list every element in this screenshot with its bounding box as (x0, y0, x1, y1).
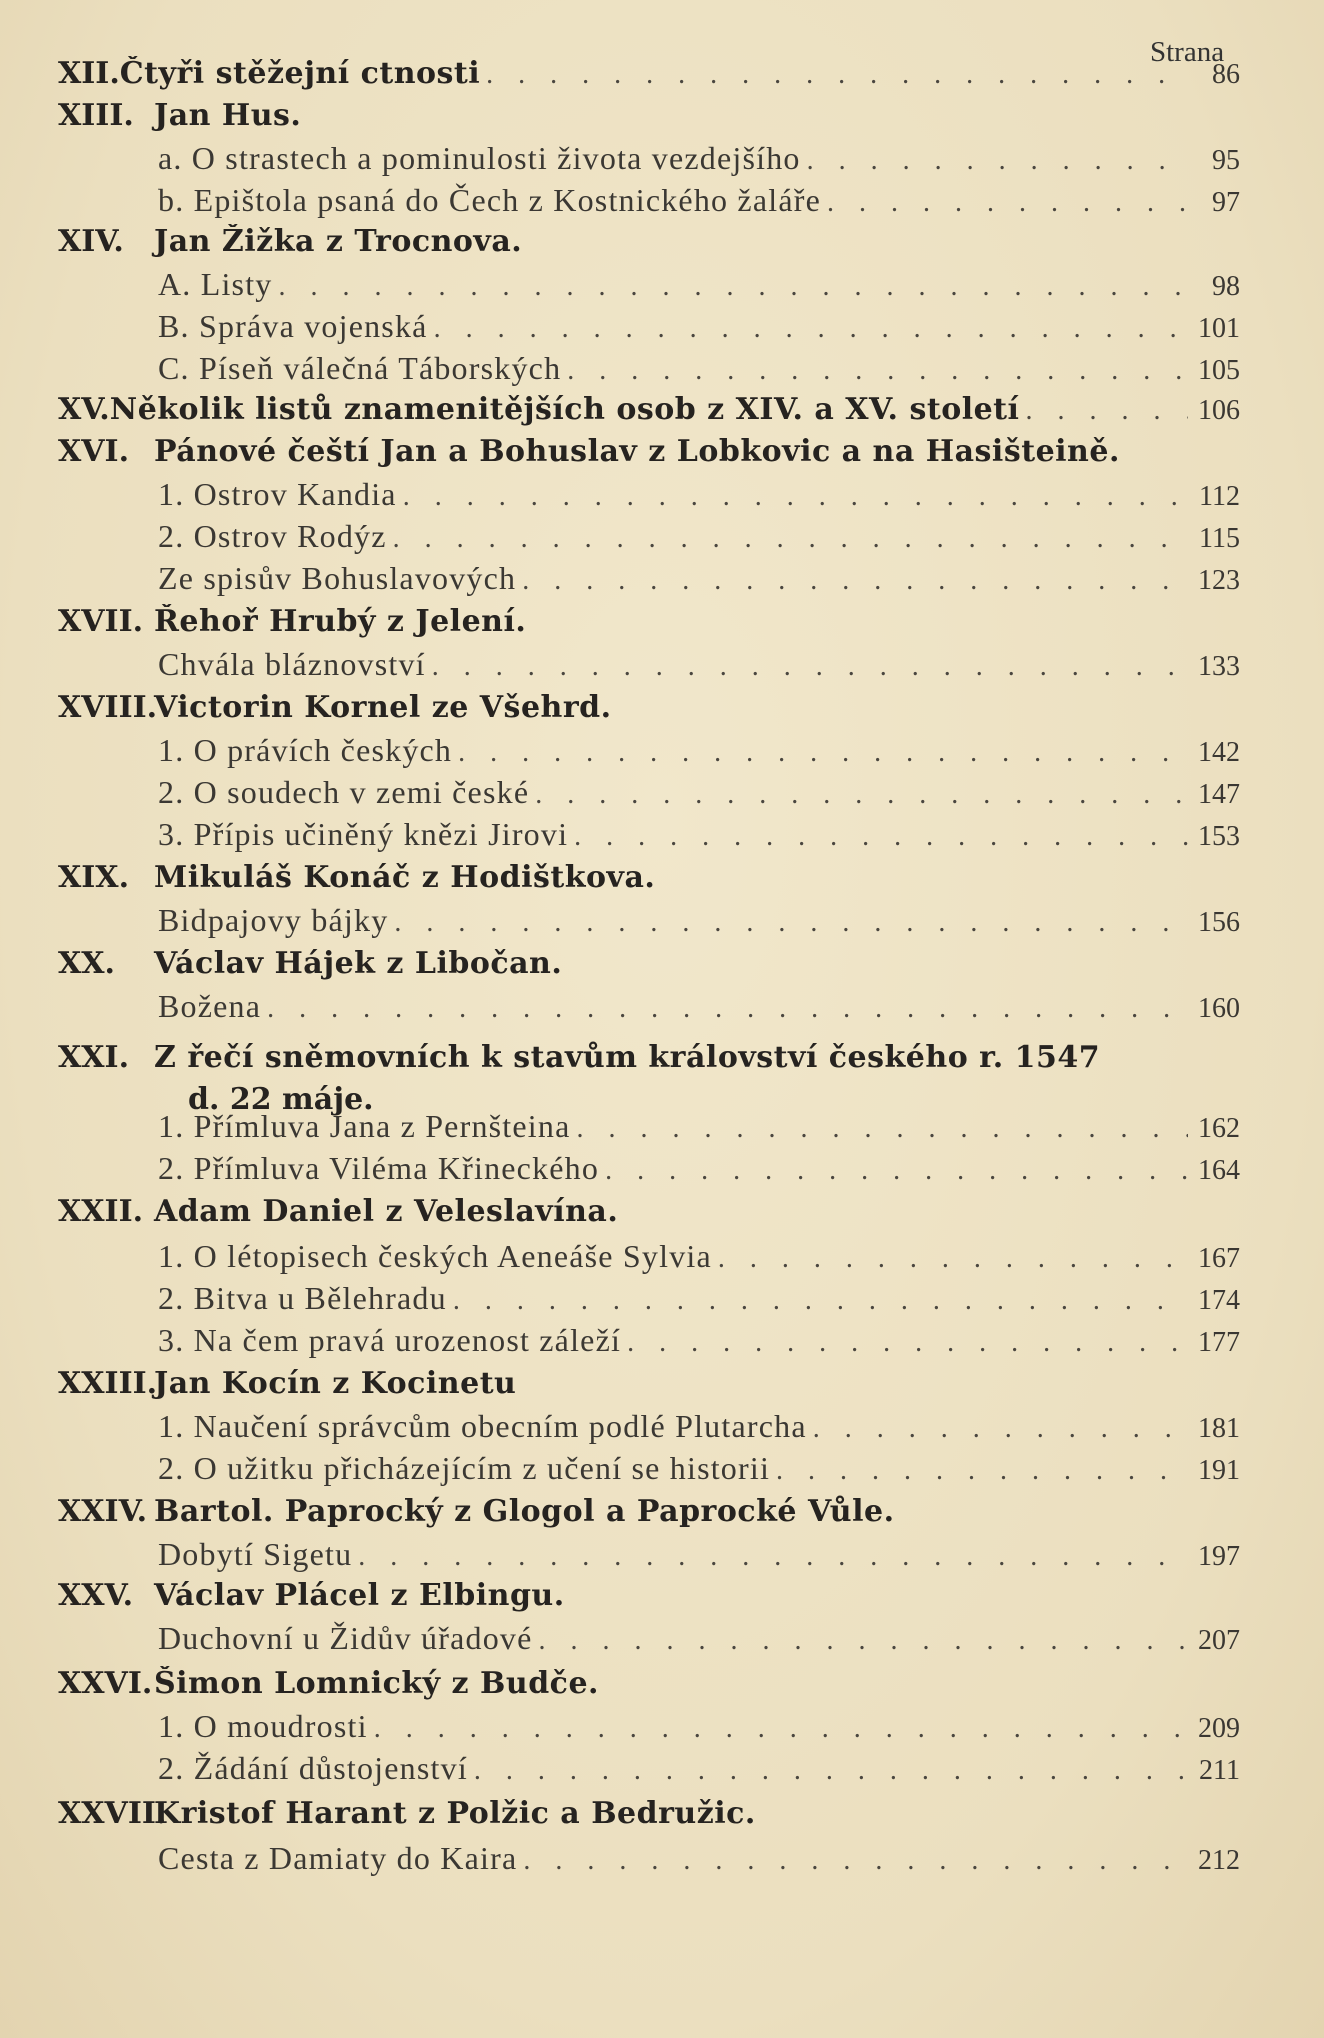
entry-title: C. Píseň válečná Táborských (158, 350, 562, 386)
toc-section-heading (58, 224, 1280, 268)
section-title: Z řečí sněmovních k stavům království českého r. 1547 (154, 1040, 1101, 1075)
dot-leader (776, 1455, 1188, 1487)
section-title: Kristof Harant z Polžic a Bedružic. (154, 1796, 756, 1831)
toc-entry (158, 774, 1240, 818)
entry-title: b. Epištola psaná do Čech z Kostnického žaláře (158, 182, 821, 218)
page-number: 115 (1199, 523, 1240, 554)
dot-leader (394, 907, 1188, 939)
dot-leader (474, 1755, 1188, 1787)
section-number: XX. (58, 946, 115, 981)
toc-section-heading (58, 860, 1280, 904)
section-number: XVII. (58, 604, 144, 639)
dot-leader (535, 779, 1188, 811)
entry-title: 2. Žádání důstojenství (158, 1750, 468, 1786)
dot-leader (403, 481, 1188, 513)
section-number: XIV. (58, 224, 124, 259)
toc-entry (158, 350, 1240, 394)
toc-section-heading (58, 1040, 1280, 1084)
entry-title: B. Správa vojenská (158, 308, 428, 344)
page-number: 209 (1198, 1713, 1240, 1744)
dot-leader (522, 565, 1188, 597)
dot-leader (605, 1155, 1188, 1187)
dot-leader (453, 1285, 1188, 1317)
dot-leader (458, 737, 1188, 769)
section-title: Adam Daniel z Veleslavína. (154, 1194, 619, 1229)
page-number: 174 (1198, 1285, 1240, 1316)
dot-leader (358, 1541, 1188, 1573)
section-number: XVI. (58, 434, 130, 469)
dot-leader (577, 1113, 1189, 1145)
page-number: 133 (1198, 651, 1240, 682)
page-number: 153 (1198, 821, 1240, 852)
page-number: 97 (1212, 187, 1240, 218)
toc-entry (158, 182, 1240, 226)
toc-section-heading (58, 946, 1280, 990)
page-column-header: Strana (1150, 36, 1225, 68)
section-number: XVIII. (58, 690, 158, 725)
toc-section-heading (58, 1366, 1280, 1410)
page-number: 160 (1198, 993, 1240, 1024)
entry-title: a. O strastech a pominulosti života vezdejšího (158, 140, 801, 176)
toc-entry (158, 266, 1240, 310)
section-title: Jan Žižka z Trocnova. (154, 224, 523, 259)
entry-title: 3. Na čem pravá urozenost záleží (158, 1322, 622, 1358)
entry-title: 1. Naučení správcům obecním podlé Plutarcha (158, 1408, 807, 1444)
toc-entry (158, 816, 1240, 860)
toc-entry (158, 1408, 1240, 1452)
section-title: Několik listů znamenitějších osob z XIV. a XV. století (109, 392, 1020, 427)
toc-section-heading (58, 1578, 1280, 1622)
section-number: XXII. (58, 1194, 144, 1229)
toc-section-heading (58, 1194, 1280, 1238)
page-number: 98 (1212, 271, 1240, 302)
section-number: XXI. (58, 1040, 130, 1075)
section-title: Pánové čeští Jan a Bohuslav z Lobkovic a na Hasišteině. (154, 434, 1120, 469)
toc-entry (158, 1750, 1240, 1794)
dot-leader (393, 523, 1188, 555)
toc-entry (158, 1708, 1240, 1752)
entry-title: 3. Přípis učiněný knězi Jirovi (158, 816, 569, 852)
section-title: Bartol. Paprocký z Glogol a Paprocké Vůle. (154, 1494, 895, 1529)
toc-section-heading (58, 1666, 1280, 1710)
section-title-continuation: d. 22 máje. (188, 1082, 374, 1117)
entry-title: 1. Ostrov Kandia (158, 476, 397, 512)
toc-section-heading (58, 1494, 1280, 1538)
toc-entry (158, 1536, 1240, 1580)
toc-entry (158, 476, 1240, 520)
dot-leader (523, 1845, 1188, 1877)
section-title: Jan Kocín z Kocinetu (154, 1366, 517, 1401)
entry-title: 1. O moudrosti (158, 1708, 368, 1744)
section-number: XIX. (58, 860, 130, 895)
entry-title: Ze spisův Bohuslavových (158, 560, 517, 596)
section-title: Šimon Lomnický z Budče. (154, 1666, 599, 1701)
toc-entry (158, 732, 1240, 776)
page-number: 147 (1198, 779, 1240, 810)
toc-section-heading (58, 98, 1280, 142)
entry-title: Cesta z Damiaty do Kaira (158, 1840, 518, 1876)
dot-leader (267, 993, 1188, 1025)
toc-entry (158, 518, 1240, 562)
section-number: XII. (58, 56, 120, 91)
dot-leader (718, 1243, 1188, 1275)
page-number: 105 (1198, 355, 1240, 386)
dot-leader (434, 313, 1188, 345)
dot-leader (432, 651, 1188, 683)
page-number: 197 (1198, 1541, 1240, 1572)
toc-entry (158, 1322, 1240, 1366)
entry-title: Bidpajovy bájky (158, 902, 389, 938)
dot-leader (374, 1713, 1188, 1745)
toc-entry (158, 1280, 1240, 1324)
toc-entry (158, 1840, 1240, 1884)
page-number: 167 (1198, 1243, 1240, 1274)
toc-entry (158, 1108, 1240, 1152)
page-number: 112 (1199, 481, 1240, 512)
dot-leader (279, 271, 1189, 303)
toc-entry (158, 140, 1240, 184)
entry-title: 2. O užitku přicházejícím z učení se historii (158, 1450, 771, 1486)
toc-entry (158, 560, 1240, 604)
page-number: 177 (1198, 1327, 1240, 1358)
section-number: XXVII. (58, 1796, 167, 1831)
page-number: 86 (1212, 59, 1240, 90)
toc-section-heading (58, 56, 1240, 100)
page-number: 106 (1198, 395, 1240, 426)
page-number: 156 (1198, 907, 1240, 938)
section-title: Mikuláš Konáč z Hodištkova. (154, 860, 656, 895)
page-number: 191 (1198, 1455, 1240, 1486)
dot-leader (807, 145, 1188, 177)
page-number: 212 (1198, 1845, 1240, 1876)
toc-entry (158, 1238, 1240, 1282)
section-number: XXIII. (58, 1366, 158, 1401)
toc-section-heading (58, 690, 1280, 734)
entry-title: 1. O právích českých (158, 732, 453, 768)
page-number: 162 (1198, 1113, 1240, 1144)
toc-entry (158, 988, 1240, 1032)
dot-leader (813, 1413, 1188, 1445)
toc-entry (158, 902, 1240, 946)
toc-section-heading (58, 1796, 1280, 1840)
entry-title: 2. Bitva u Bělehradu (158, 1280, 447, 1316)
toc-entry (158, 1620, 1240, 1664)
dot-leader (486, 59, 1188, 91)
entry-title: 2. Ostrov Rodýz (158, 518, 387, 554)
page-number: 207 (1198, 1625, 1240, 1656)
section-title: Victorin Kornel ze Všehrd. (154, 690, 612, 725)
section-title: Václav Hájek z Libočan. (154, 946, 563, 981)
toc-section-heading (58, 604, 1280, 648)
page-number: 142 (1198, 737, 1240, 768)
page-number: 123 (1198, 565, 1240, 596)
dot-leader (574, 821, 1188, 853)
toc-entry (158, 1150, 1240, 1194)
section-number: XXV. (58, 1578, 134, 1613)
section-number: XIII. (58, 98, 134, 133)
entry-title: 2. O soudech v zemi české (158, 774, 530, 810)
toc-entry (158, 308, 1240, 352)
entry-title: 1. Přímluva Jana z Pernšteina (158, 1108, 571, 1144)
page-number: 101 (1198, 313, 1240, 344)
page-number: 164 (1198, 1155, 1240, 1186)
section-number: XV. (58, 392, 110, 427)
entry-title: Duchovní u Židův úřadové (158, 1620, 533, 1656)
toc-section-heading (58, 434, 1280, 478)
section-title: Václav Plácel z Elbingu. (154, 1578, 565, 1613)
section-title: Čtyři stěžejní ctnosti (119, 56, 481, 91)
dot-leader (627, 1327, 1188, 1359)
page-number: 95 (1212, 145, 1240, 176)
section-number: XXIV. (58, 1494, 148, 1529)
entry-title: Chvála bláznovství (158, 646, 426, 682)
entry-title: Božena (158, 988, 262, 1024)
dot-leader (827, 187, 1188, 219)
dot-leader (539, 1625, 1188, 1657)
section-number: XXVI. (58, 1666, 153, 1701)
dot-leader (1025, 395, 1188, 427)
page-number: 181 (1198, 1413, 1240, 1444)
section-title: Jan Hus. (154, 98, 302, 133)
toc-entry (158, 646, 1240, 690)
page-number: 211 (1199, 1755, 1240, 1786)
toc-entry (158, 1450, 1240, 1494)
dot-leader (567, 355, 1188, 387)
entry-title: 1. O létopisech českých Aeneáše Sylvia (158, 1238, 712, 1274)
entry-title: 2. Přímluva Viléma Křineckého (158, 1150, 600, 1186)
toc-section-heading (58, 392, 1240, 436)
entry-title: A. Listy (158, 266, 273, 302)
entry-title: Dobytí Sigetu (158, 1536, 353, 1572)
section-title: Řehoř Hrubý z Jelení. (154, 604, 527, 639)
